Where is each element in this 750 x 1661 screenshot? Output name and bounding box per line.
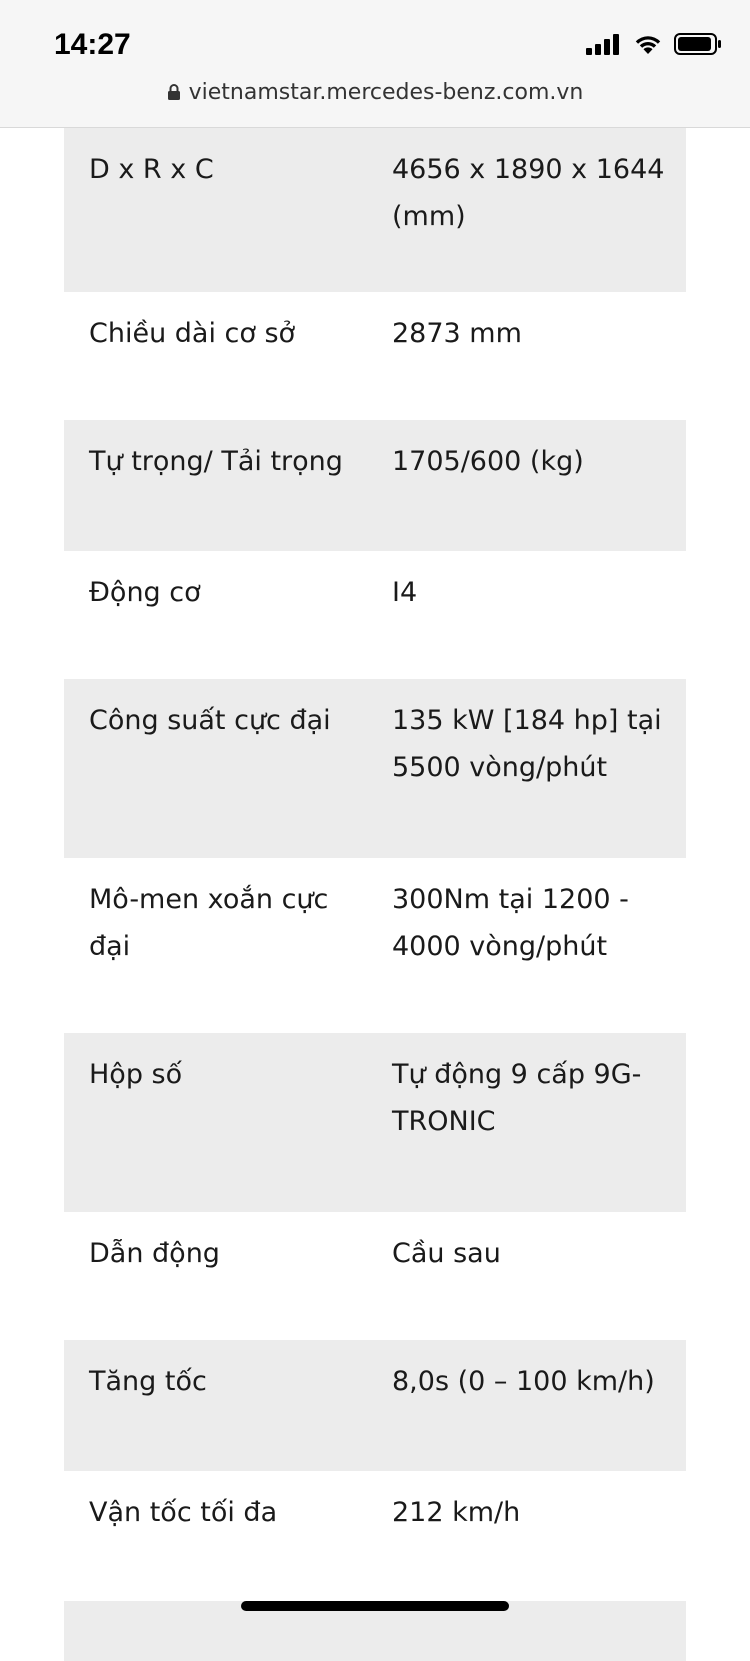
spec-row <box>64 858 686 1033</box>
signal-icon <box>586 33 622 59</box>
spec-label: Mô-men xoắn cực đại <box>89 884 329 962</box>
spec-label: Công suất cực đại <box>89 705 331 736</box>
spec-row <box>64 1340 686 1471</box>
url-text: vietnamstar.mercedes-benz.com.vn <box>188 80 584 105</box>
spec-label: Động cơ <box>89 577 201 608</box>
spec-value: 300Nm tại 1200 - 4000 vòng/phút <box>392 884 629 962</box>
lock-icon <box>167 82 181 107</box>
spec-row <box>64 292 686 420</box>
spec-label: Dẫn động <box>89 1238 220 1269</box>
spec-label: Vận tốc tối đa <box>89 1497 278 1528</box>
spec-label: Hộp số <box>89 1059 183 1090</box>
spec-row <box>64 128 686 292</box>
home-indicator[interactable] <box>241 1601 509 1611</box>
status-icons <box>586 32 722 60</box>
spec-value: 135 kW [184 hp] tại 5500 vòng/phút <box>392 705 662 783</box>
spec-value: Tự động 9 cấp 9G-TRONIC <box>392 1059 642 1137</box>
battery-icon <box>674 32 722 60</box>
spec-label: D x R x C <box>89 154 214 185</box>
spec-value: I4 <box>392 577 418 608</box>
status-bar <box>0 0 750 128</box>
spec-value: 8,0s (0 – 100 km/h) <box>392 1366 655 1397</box>
spec-value: 4656 x 1890 x 1644 (mm) <box>392 154 665 232</box>
spec-row <box>64 1033 686 1212</box>
spec-value: 2873 mm <box>392 318 522 349</box>
spec-label: Tăng tốc <box>89 1366 207 1397</box>
spec-row <box>64 679 686 858</box>
spec-row <box>64 1212 686 1340</box>
spec-row <box>64 551 686 679</box>
spec-table <box>64 128 686 1661</box>
spec-row <box>64 1471 686 1601</box>
spec-row <box>64 420 686 551</box>
status-time: 14:27 <box>54 28 131 61</box>
address-bar[interactable] <box>0 80 750 107</box>
spec-value: 212 km/h <box>392 1497 521 1528</box>
wifi-icon <box>634 33 662 59</box>
spec-value: Cầu sau <box>392 1238 501 1269</box>
spec-value: 1705/600 (kg) <box>392 446 584 477</box>
spec-label: Tự trọng/ Tải trọng <box>89 446 343 477</box>
spec-label: Chiều dài cơ sở <box>89 318 296 349</box>
